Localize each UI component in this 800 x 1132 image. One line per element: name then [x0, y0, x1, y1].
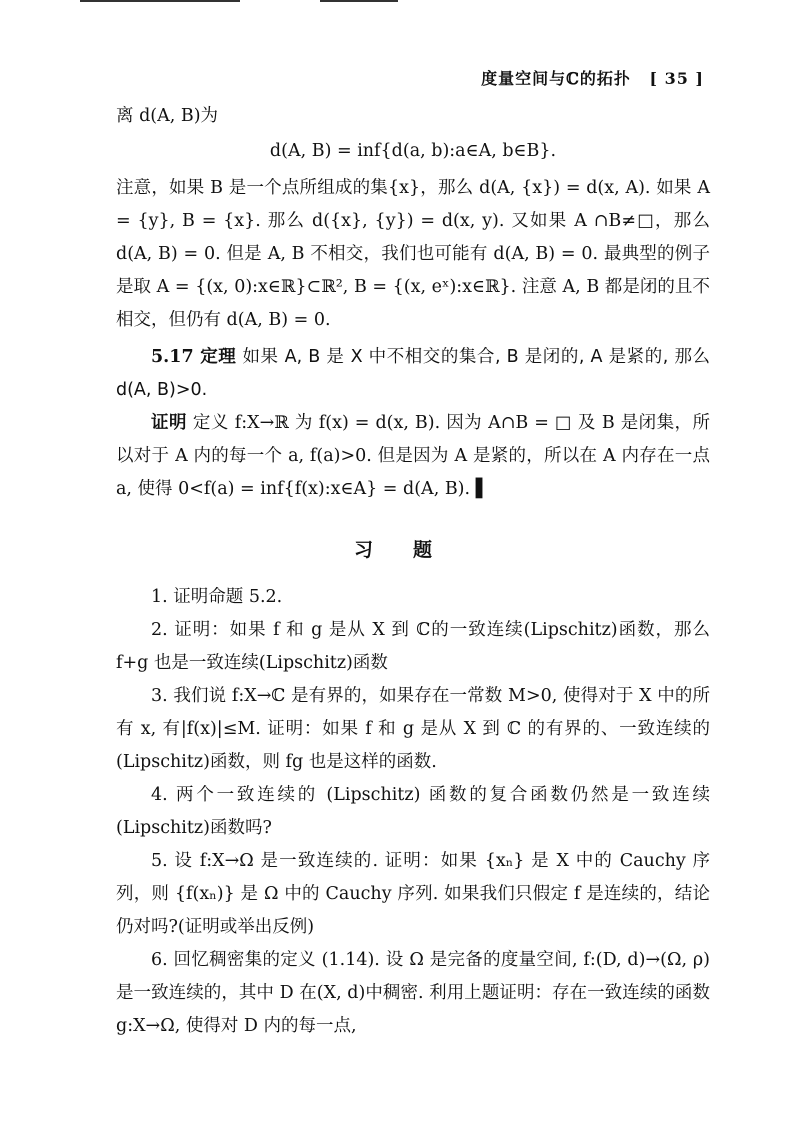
distance-formula: d(A, B) = inf{d(a, b):a∈A, b∈B}. [269, 141, 557, 161]
theorem-block [116, 341, 710, 407]
proof-text: 定义 f:X→ℝ 为 f(x) = d(x, B). 因为 A∩B = □ 及 B 是闭集，所以对于 A 内的每一个 a, f(a)>0. 但是因为 A 是紧的，所以在 A 内存在一点 a, 使得 0<f(a) = inf{f(x):x∈A} = d(A, B). [116, 413, 710, 499]
section-title: 习题 [353, 539, 472, 561]
exercise-item: 6. 回忆稠密集的定义 (1.14). 设 Ω 是完备的度量空间, f:(D, d)→(Ω, ρ)是一致连续的，其中 D 在(X, d)中稠密. 利用上题证明：存在一致连续的函数 g:X→Ω, 使得对 D 内的每一点, [116, 950, 710, 1036]
running-title: 度量空间与ℂ的拓扑 [481, 69, 631, 88]
page-body [116, 100, 710, 1043]
page-number: [ 35 ] [649, 69, 704, 88]
intro-line: 离 d(A, B)为 [116, 106, 219, 126]
qed-mark: ▌ [475, 479, 490, 499]
top-rule-right [320, 0, 398, 2]
exercise-item: 3. 我们说 f:X→ℂ 是有界的，如果存在一常数 M>0, 使得对于 X 中的所有 x, 有|f(x)|≤M. 证明：如果 f 和 g 是从 X 到 ℂ 的有界的、一致连续的(Lipschitz)函数，则 fg 也是这样的函数. [116, 686, 710, 772]
proof-block [116, 407, 710, 506]
page-header [481, 66, 704, 89]
theorem-text: 如果 A, B 是 X 中不相交的集合, B 是闭的, A 是紧的, 那么 d(A, B)>0. [116, 347, 710, 400]
exercise-item: 2. 证明：如果 f 和 g 是从 X 到 ℂ的一致连续(Lipschitz)函数，那么 f+g 也是一致连续(Lipschitz)函数 [116, 620, 710, 673]
note-paragraph: 注意，如果 B 是一个点所组成的集{x}，那么 d(A, {x}) = d(x, A). 如果 A = {y}, B = {x}. 那么 d({x}, {y}) = d(x, y). 又如果 A ∩B≠□，那么 d(A, B) = 0. 但是 A, B 不相交，我们也可能有 d(A, B) = 0. 最典型的例子是取 A = {(x, 0):x∈ℝ}⊂ℝ², B = {(x, eˣ):x∈ℝ}. 注意 A, B 都是闭的且不相交，但仍有 d(A, B) = 0. [116, 178, 710, 330]
proof-label: 证明 [151, 413, 187, 433]
exercise-item: 1. 证明命题 5.2. [151, 587, 283, 607]
exercise-item: 5. 设 f:X→Ω 是一致连续的. 证明：如果 {xₙ} 是 X 中的 Cauchy 序列，则 {f(xₙ)} 是 Ω 中的 Cauchy 序列. 如果我们只假定 f 是连续的，结论仍对吗?(证明或举出反例) [116, 851, 710, 937]
exercise-item: 4. 两个一致连续的 (Lipschitz) 函数的复合函数仍然是一致连续(Lipschitz)函数吗? [116, 785, 710, 838]
top-rule-left [80, 0, 240, 2]
theorem-label: 5.17 定理 [151, 347, 237, 367]
